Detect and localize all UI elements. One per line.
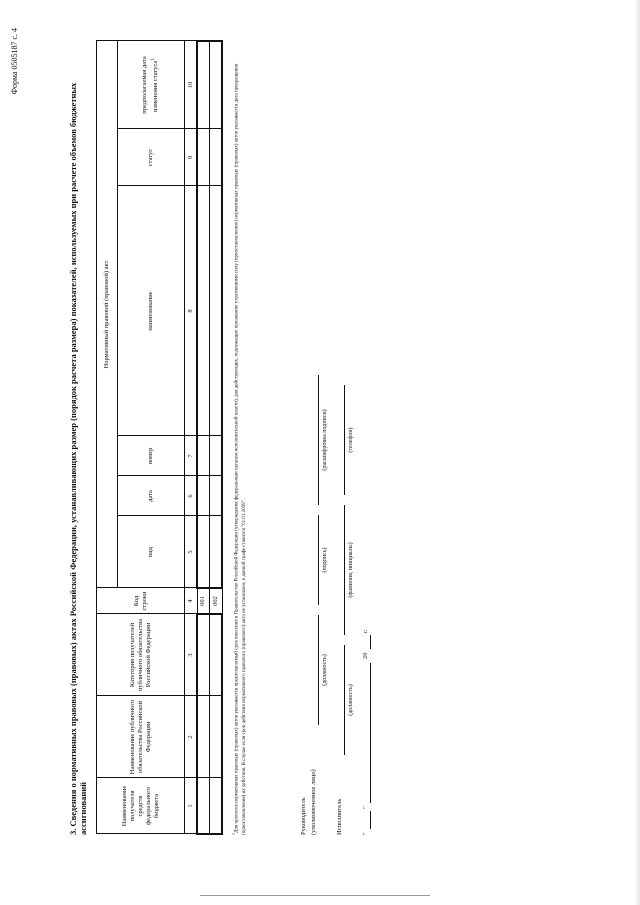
header-act-number: номер — [118, 436, 185, 476]
executor-name-caption: (фамилия, инициалы) — [348, 542, 354, 598]
date-year-line[interactable] — [370, 635, 371, 649]
head-position-line[interactable] — [318, 615, 319, 725]
executor-position-caption: (должность) — [348, 684, 354, 716]
normative-acts-table — [96, 40, 223, 835]
table-cell[interactable] — [197, 186, 210, 436]
col-number-5: 5 — [185, 516, 198, 588]
header-obligation-name: Наименование публичного обязательства Российской Федерации — [97, 696, 185, 778]
header-status-change-date-text: предполагаемая дата изменения статуса — [141, 56, 160, 114]
date-year-prefix: 20 — [362, 652, 369, 659]
header-normative-act-group: Нормативный правовой (правовой) акт — [97, 41, 118, 588]
form-number: Форма 0505187 с. 4 — [10, 28, 19, 95]
executor-phone-caption: (телефон) — [348, 427, 354, 453]
head-signature-caption: (подпись) — [322, 547, 328, 573]
table-cell[interactable] — [210, 516, 223, 588]
date-open-quote: " — [362, 832, 369, 835]
col-number-2: 2 — [185, 696, 198, 778]
header-recipient: Наименование получателя средств федерального бюджета — [97, 778, 185, 834]
col-number-9: 9 — [185, 129, 198, 186]
table-row — [197, 41, 210, 834]
table-cell[interactable] — [210, 129, 223, 186]
table-cell[interactable] — [210, 696, 223, 778]
col-number-8: 8 — [185, 186, 198, 436]
executor-position-line[interactable] — [344, 645, 345, 755]
table-cell[interactable] — [197, 41, 210, 129]
head-label: Руководитель — [300, 797, 307, 835]
table-cell[interactable] — [210, 41, 223, 129]
head-sublabel: (уполномоченное лицо) — [310, 769, 317, 835]
header-act-type: вид — [118, 516, 185, 588]
header-act-date: дата — [118, 476, 185, 516]
table-cell[interactable] — [210, 186, 223, 436]
row-code: 001 — [197, 588, 210, 614]
section-title: 3. Сведения о нормативных правовых (правовых) актах Российской Федерации, устанавливающих размер (порядок расчета размера) показателей, используемых при расчете объемов бюджетных ассигнований — [68, 82, 88, 835]
col-number-7: 7 — [185, 436, 198, 476]
header-row-code: Код строки — [97, 588, 185, 614]
table-cell[interactable] — [197, 436, 210, 476]
col-number-1: 1 — [185, 778, 198, 834]
head-signature-line[interactable] — [318, 515, 319, 605]
table-cell[interactable] — [197, 614, 210, 696]
table-cell[interactable] — [210, 476, 223, 516]
row-code: 002 — [210, 588, 223, 614]
head-decoding-line[interactable] — [318, 375, 319, 505]
table-cell[interactable] — [197, 516, 210, 588]
table-cell[interactable] — [197, 696, 210, 778]
executor-label: Исполнитель — [336, 798, 343, 835]
head-position-caption: (должность) — [322, 654, 328, 686]
footnote-text: Для проектов нормативных правовых (правовых) актов указывается предполагаемый срок внесения в Правительство Российской Федерации (утверждения федеральным органом исполнительной власти), для действующих, подлежащих признанию утратившими силу (приостановлению) нормативных правовых (правовых) актов указывается дата прекращения (приостановления) их действия. В случае если срок действия нормативного правового (правового) акта не установлен, в данной графе ставится "01.01.2099". — [234, 63, 247, 835]
col-number-4: 4 — [185, 588, 198, 614]
date-close-quote: " — [362, 806, 369, 809]
table-cell[interactable] — [210, 614, 223, 696]
date-month-line[interactable] — [370, 663, 371, 803]
executor-name-line[interactable] — [344, 505, 345, 635]
table-cell[interactable] — [210, 436, 223, 476]
table-cell[interactable] — [197, 129, 210, 186]
footnote-marker: 1 — [231, 832, 236, 835]
header-status-change-date — [118, 41, 185, 129]
footnote — [230, 45, 248, 835]
table-cell[interactable] — [210, 778, 223, 834]
head-decoding-caption: (расшифровка подписи) — [322, 409, 328, 471]
col-number-6: 6 — [185, 476, 198, 516]
header-act-status: статус — [118, 129, 185, 186]
col-number-3: 3 — [185, 614, 198, 696]
executor-phone-line[interactable] — [344, 385, 345, 495]
footnote-ref: 1 — [150, 58, 157, 61]
date-year-suffix: г. — [362, 629, 369, 633]
table-cell[interactable] — [197, 476, 210, 516]
table-cell[interactable] — [197, 778, 210, 834]
header-recipient-category: Категория получателей публичного обязательства Российской Федерации — [97, 614, 185, 696]
col-number-10: 10 — [185, 41, 198, 129]
table-row — [210, 41, 223, 834]
header-act-name: наименование — [118, 186, 185, 436]
date-day-line[interactable] — [370, 811, 371, 829]
